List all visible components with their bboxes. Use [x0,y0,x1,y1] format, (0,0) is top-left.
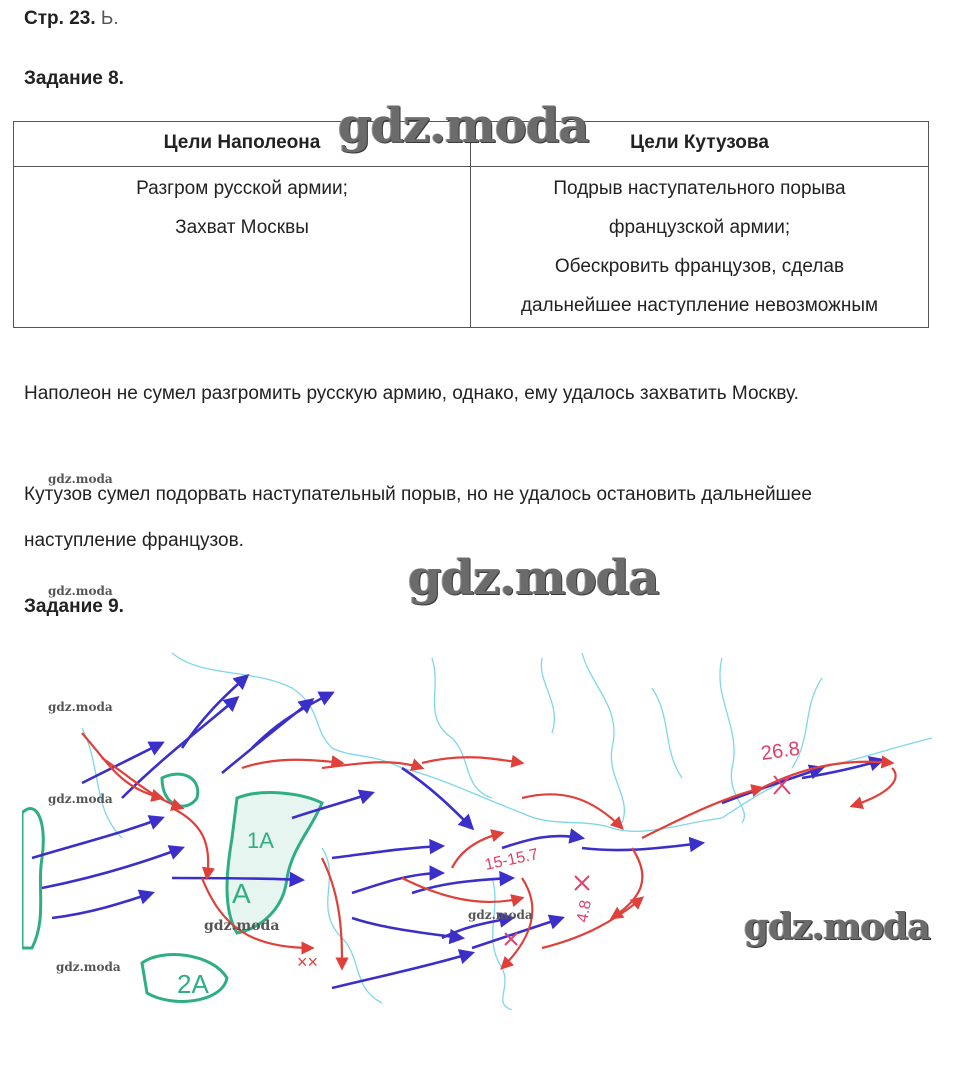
kutuzov-goal-line-4: дальнейшее наступление невозможным [520,295,879,316]
napoleon-goals-cell [14,167,471,328]
napoleon-goal-1: Разгром русской армии; [136,178,348,199]
watermark-small-4: gdz.moda [48,792,113,806]
map-svg [22,648,952,1010]
watermark-small-2: gdz.moda [48,584,113,598]
page-header: Стр. 23. Ь. [24,8,119,29]
date-center: 15-15.7 [483,846,540,874]
label-1a: 1А [247,828,274,853]
watermark-small-5: gdz.moda [204,918,280,934]
watermark-small-6: gdz.moda [468,908,533,922]
kutuzov-goal-line-1: Подрыв наступательного порыва [553,178,846,199]
watermark-small-7: gdz.moda [56,960,121,974]
header-kutuzov: Цели Кутузова [471,122,929,167]
kutuzov-goals-cell [471,167,929,328]
watermark-center: gdz.moda [408,550,659,606]
watermark-small-3: gdz.moda [48,700,113,714]
header-napoleon: Цели Наполеона [14,122,471,167]
battle-marks: ×× [297,952,319,972]
task-8-title: Задание 8. [24,68,124,89]
napoleon-goal-2: Захват Москвы [175,217,309,238]
rivers [82,653,932,1010]
label-a: А [232,878,251,909]
kutuzov-goal-line-2: французской армии; [608,217,791,238]
paragraph-kutuzov: Кутузов сумел подорвать наступательный порыв, но не удалось остановить дальнейшее наступление французов. [24,484,812,551]
task-9-title: Задание 9. [24,596,124,617]
annotations [297,738,801,972]
watermark-small-1: gdz.moda [48,472,113,486]
watermark-table: gdz.moda [338,98,589,154]
paragraph-napoleon: Наполеон не сумел разгромить русскую армию, однако, ему удалось захватить Москву. [24,383,799,404]
watermark-map: gdz.moda [744,906,930,948]
label-2a: 2А [177,969,209,999]
date-south: 4.8 [574,898,595,924]
campaign-map [22,648,952,1010]
kutuzov-goal-line-3: Обескровить французов, сделав [554,256,845,277]
date-east: 26.8 [759,737,802,765]
